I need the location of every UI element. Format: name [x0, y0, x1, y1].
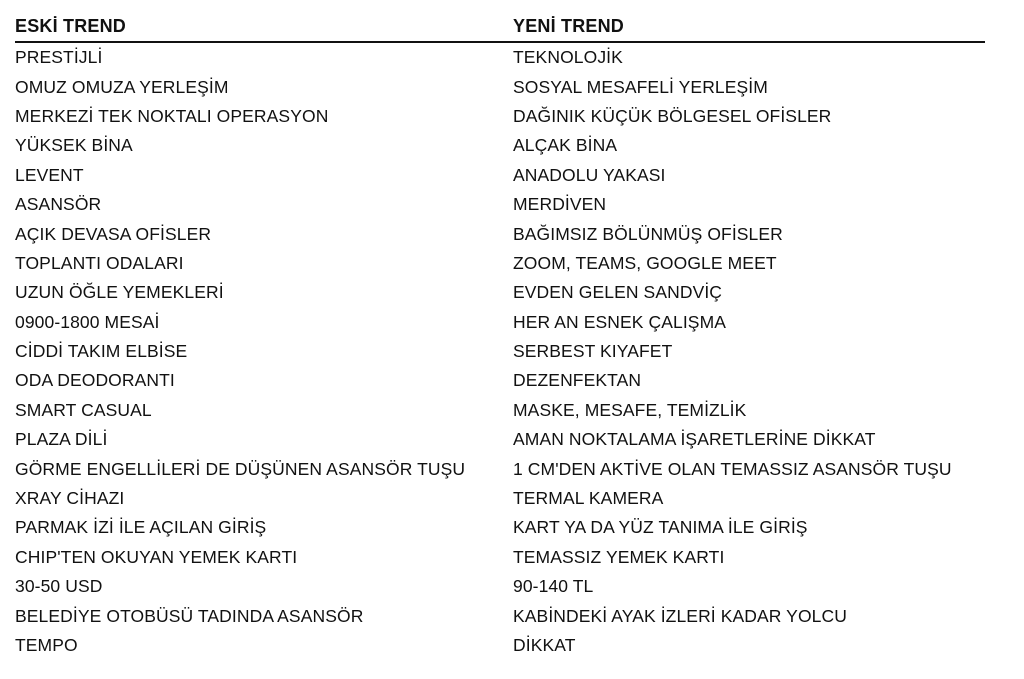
new-trend-cell: TERMAL KAMERA [513, 488, 664, 509]
new-trend-cell: ZOOM, TEAMS, GOOGLE MEET [513, 252, 777, 273]
table-row [15, 631, 985, 660]
old-trend-cell: ASANSÖR [15, 194, 102, 215]
new-trend-cell: BAĞIMSIZ BÖLÜNMÜŞ OFİSLER [513, 223, 783, 244]
table-row [15, 425, 985, 454]
old-trend-cell: PRESTİJLİ [15, 47, 103, 68]
old-trend-cell: YÜKSEK BİNA [15, 135, 133, 156]
new-trend-cell: DEZENFEKTAN [513, 370, 642, 391]
header-old-trend: ESKİ TREND [15, 16, 127, 36]
table-row [15, 102, 985, 131]
table-row [15, 366, 985, 395]
table-row [15, 337, 985, 366]
new-trend-cell: TEKNOLOJİK [513, 47, 623, 68]
new-trend-cell: KART YA DA YÜZ TANIMA İLE GİRİŞ [513, 517, 808, 538]
old-trend-cell: TOPLANTI ODALARI [15, 252, 184, 273]
table-row [15, 513, 985, 542]
old-trend-cell: AÇIK DEVASA OFİSLER [15, 223, 212, 244]
table-header [15, 12, 985, 43]
table-row [15, 249, 985, 278]
new-trend-cell: HER AN ESNEK ÇALIŞMA [513, 311, 727, 332]
new-trend-cell: TEMASSIZ YEMEK KARTI [513, 546, 725, 567]
old-trend-cell: XRAY CİHAZI [15, 488, 125, 509]
new-trend-cell: 90-140 TL [513, 576, 594, 597]
table-body [15, 43, 985, 660]
table-row [15, 219, 985, 248]
new-trend-cell: SOSYAL MESAFELİ YERLEŞİM [513, 76, 768, 97]
old-trend-cell: OMUZ OMUZA YERLEŞİM [15, 76, 229, 97]
old-trend-cell: ODA DEODORANTI [15, 370, 175, 391]
new-trend-cell: 1 CM'DEN AKTİVE OLAN TEMASSIZ ASANSÖR TUŞU [513, 458, 952, 479]
old-trend-cell: CİDDİ TAKIM ELBİSE [15, 341, 188, 362]
table-row [15, 454, 985, 483]
table-row [15, 484, 985, 513]
table-row [15, 543, 985, 572]
new-trend-cell: MASKE, MESAFE, TEMİZLİK [513, 399, 747, 420]
table-row [15, 161, 985, 190]
trend-table [15, 12, 985, 660]
old-trend-cell: BELEDİYE OTOBÜSÜ TADINDA ASANSÖR [15, 605, 364, 626]
table-row [15, 278, 985, 307]
old-trend-cell: SMART CASUAL [15, 399, 152, 420]
old-trend-cell: GÖRME ENGELLİLERİ DE DÜŞÜNEN ASANSÖR TUŞU [15, 458, 466, 479]
new-trend-cell: AMAN NOKTALAMA İŞARETLERİNE DİKKAT [513, 429, 876, 450]
old-trend-cell: CHIP'TEN OKUYAN YEMEK KARTI [15, 546, 298, 567]
new-trend-cell: ANADOLU YAKASI [513, 164, 666, 185]
table-row [15, 190, 985, 219]
table-row [15, 572, 985, 601]
table-row [15, 308, 985, 337]
table-row [15, 396, 985, 425]
header-new-trend: YENİ TREND [513, 16, 625, 36]
new-trend-cell: DAĞINIK KÜÇÜK BÖLGESEL OFİSLER [513, 105, 832, 126]
new-trend-cell: DİKKAT [513, 635, 576, 655]
new-trend-cell: KABİNDEKİ AYAK İZLERİ KADAR YOLCU [513, 605, 847, 626]
old-trend-cell: 0900-1800 MESAİ [15, 311, 160, 332]
new-trend-cell: ALÇAK BİNA [513, 135, 618, 156]
table-row [15, 131, 985, 160]
old-trend-cell: LEVENT [15, 164, 84, 185]
old-trend-cell: MERKEZİ TEK NOKTALI OPERASYON [15, 105, 329, 126]
old-trend-cell: PLAZA DİLİ [15, 429, 108, 450]
new-trend-cell: EVDEN GELEN SANDVİÇ [513, 282, 723, 303]
new-trend-cell: SERBEST KIYAFET [513, 341, 673, 362]
new-trend-cell: MERDİVEN [513, 194, 607, 215]
old-trend-cell: 30-50 USD [15, 576, 103, 597]
table-row [15, 72, 985, 101]
table-row [15, 601, 985, 630]
old-trend-cell: UZUN ÖĞLE YEMEKLERİ [15, 282, 224, 303]
table-row [15, 43, 985, 72]
old-trend-cell: TEMPO [15, 635, 78, 655]
old-trend-cell: PARMAK İZİ İLE AÇILAN GİRİŞ [15, 517, 267, 538]
